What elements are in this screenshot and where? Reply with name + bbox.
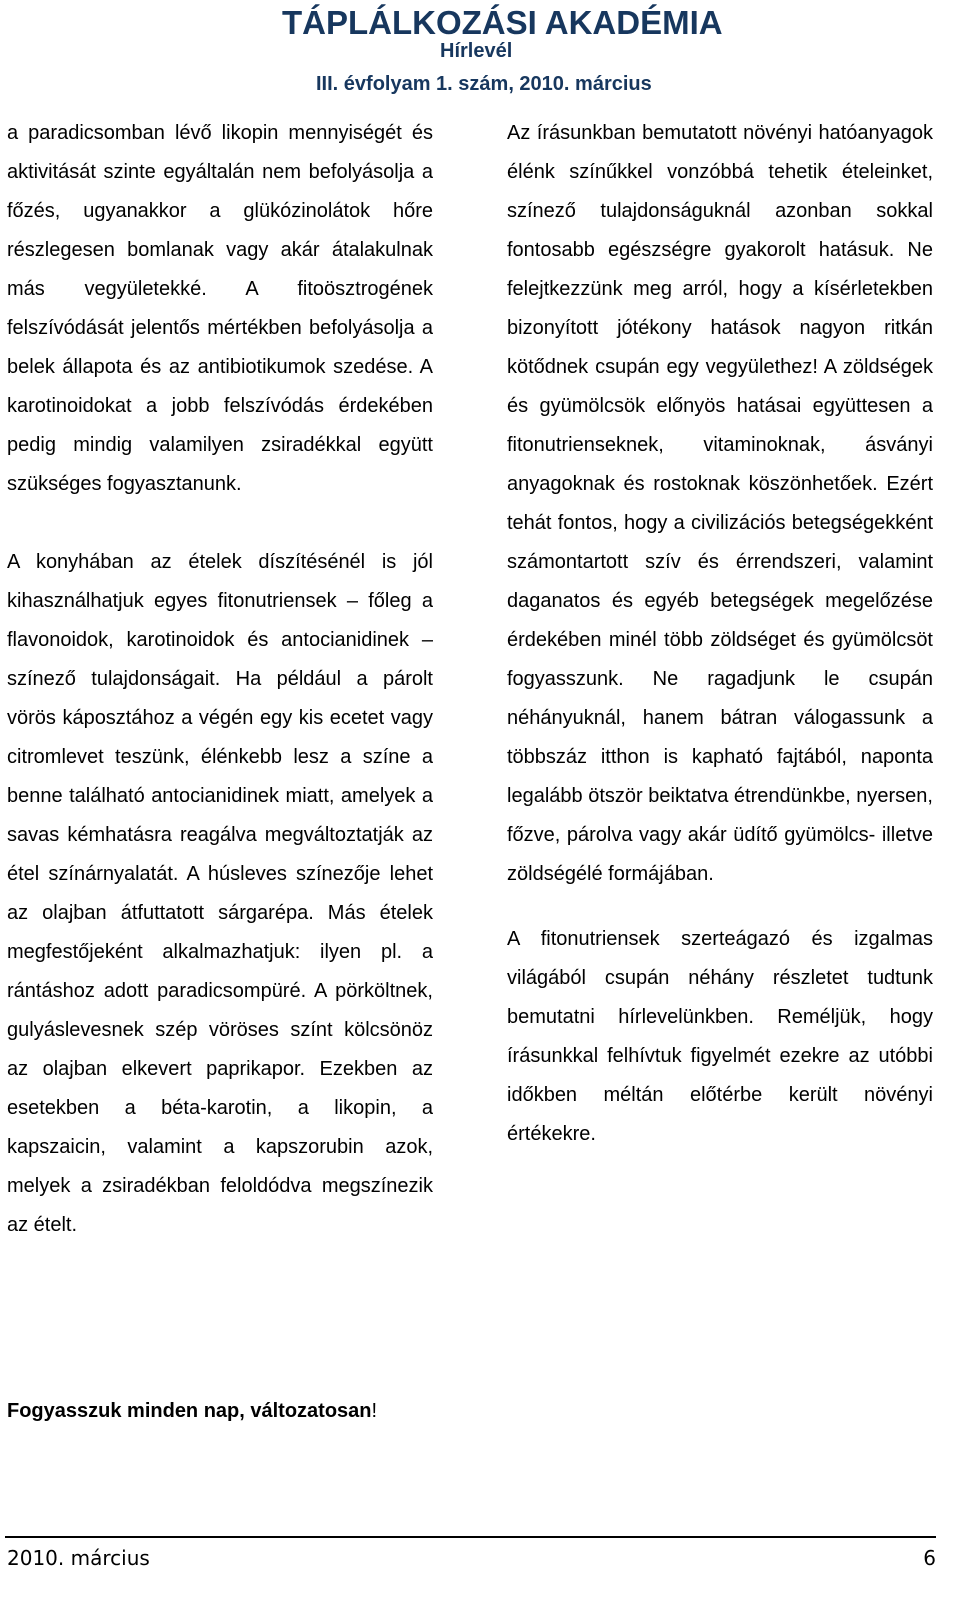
closing-text: Fogyasszuk minden nap, változatosan [7, 1400, 372, 1422]
closing-line [7, 1400, 377, 1423]
publication-title: TÁPLÁLKOZÁSI AKADÉMIA [282, 4, 723, 41]
issue-info: III. évfolyam 1. szám, 2010. március [316, 73, 652, 95]
right-paragraph-2: A fitonutriensek szerteágazó és izgalmas világából csupán néhány részletet tudtunk bemutatni hírlevelünkben. Reméljük, hogy írásunkkal felhívtuk figyelmét ezekre az utóbbi időkben méltán előtérbe került növényi értékekre. [507, 928, 933, 1145]
publication-subtitle: Hírlevél [440, 40, 513, 62]
right-paragraph-1: Az írásunkban bemutatott növényi hatóanyagok élénk színűkkel vonzóbbá tehetik ételeinket, színező tulajdonságuknál azonban sokkal fontosabb egészségre gyakorolt hatásuk. Ne felejtkezzünk meg arról, hogy a kísérletekben bizonyított jótékony hatások nagyon ritkán kötődnek csupán egy vegyülethez! A zöldségek és gyümölcsök előnyös hatásai együttesen a fitonutrienseknek, vitaminoknak, ásványi anyagoknak és rostoknak köszönhetőek. Ezért tehát fontos, hogy a civilizációs betegségekként számontartott szív és érrendszeri, valamint daganatos és egyéb betegségek megelőzése érdekében minél több zöldséget és gyümölcsöt fogyasszunk. Ne ragadjunk le csupán néhányuknál, hanem bátran válogassunk a többszáz itthon is kapható fajtából, naponta legalább ötször beiktatva étrendünkbe, nyersen, főzve, párolva vagy akár üdítő gyümölcs- illetve zöldségélé formájában. [507, 122, 933, 885]
left-column [7, 114, 433, 1245]
footer-date: 2010. március [7, 1546, 150, 1570]
right-column [507, 114, 933, 1154]
left-paragraph-1: a paradicsomban lévő likopin mennyiségét és aktivitását szinte egyáltalán nem befolyásolja a főzés, ugyanakkor a glükózinolátok hőre részlegesen bomlanak vagy akár átalakulnak más vegyületekké. A fitoösztrogének felszívódását jelentős mértékben befolyásolja a belek állapota és az antibiotikumok szedése. A karotinoidokat a jobb felszívódás érdekében pedig mindig valamilyen zsiradékkal együtt szükséges fogyasztanunk. [7, 122, 433, 495]
footer-divider [5, 1536, 936, 1538]
page-number: 6 [923, 1546, 936, 1570]
left-paragraph-2: A konyhában az ételek díszítésénél is jól kihasználhatjuk egyes fitonutriensek – főleg a flavonoidok, karotinoidok és antocianidinek – színező tulajdonságait. Ha például a párolt vörös káposztához a végén egy kis ecetet vagy citromlevet teszünk, élénkebb lesz a színe a benne található antocianidinek miatt, amelyek a savas kémhatásra reagálva megváltoztatják az étel színárnyalatát. A húsleves színezője lehet az olajban átfuttatott sárgarépa. Más ételek megfestőjeként alkalmazhatjuk: ilyen pl. a rántáshoz adott paradicsompüré. A pörköltnek, gulyáslevesnek szép vöröses színt kölcsönöz az olajban elkevert paprikapor. Ezekben az esetekben a béta-karotin, a likopin, a kapszaicin, valamint a kapszorubin azok, melyek a zsiradékban feloldódva megszínezik az ételt. [7, 551, 433, 1236]
closing-punctuation: ! [371, 1400, 378, 1422]
